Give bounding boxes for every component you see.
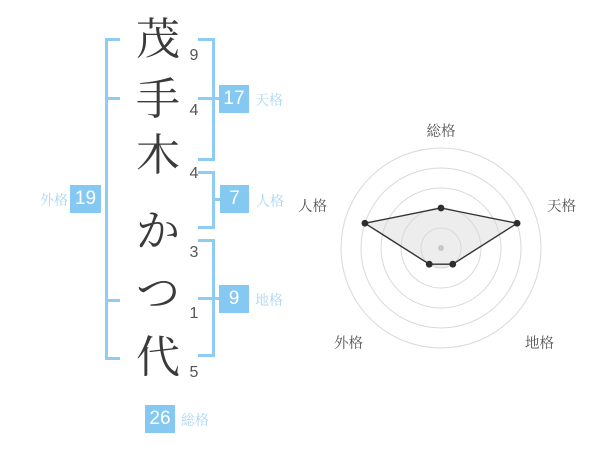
- bracket-tick: [105, 38, 120, 41]
- bracket-tick: [198, 38, 215, 41]
- jinkaku-value-badge: 7: [220, 185, 249, 213]
- gaikaku-value-badge: 19: [70, 185, 101, 213]
- tenkaku-value-badge: 17: [219, 85, 249, 113]
- radar-data-point: [449, 261, 456, 268]
- bracket-tick: [198, 171, 215, 174]
- radar-axis-label: 人格: [298, 199, 327, 215]
- radar-center-dot: [438, 245, 444, 251]
- tenkaku-label: 天格: [255, 92, 283, 108]
- bracket-tick: [105, 299, 120, 302]
- bracket-tick: [198, 239, 215, 242]
- stroke-count-3: 4: [189, 165, 199, 182]
- stroke-count-6: 5: [189, 364, 199, 381]
- stroke-count-2: 4: [189, 102, 199, 119]
- soukaku-value-badge: 26: [145, 405, 175, 433]
- name-char-5: つ: [136, 269, 180, 318]
- bracket-tick: [198, 354, 215, 357]
- kaku-radar-chart: [290, 115, 590, 365]
- name-char-4: か: [136, 207, 180, 256]
- bracket-tick: [105, 357, 120, 360]
- name-char-2: 手: [136, 75, 180, 124]
- name-char-6: 代: [136, 333, 180, 382]
- bracket-tick: [198, 226, 215, 229]
- stroke-count-1: 9: [189, 47, 199, 64]
- jinkaku-label: 人格: [256, 193, 284, 209]
- bracket-tick: [198, 158, 215, 161]
- radar-data-point: [514, 220, 521, 227]
- radar-axis-label: 総格: [426, 124, 456, 140]
- radar-axis-label: 天格: [547, 199, 576, 215]
- soukaku-label: 総格: [181, 412, 209, 428]
- gaikaku-label: 外格: [40, 192, 68, 208]
- radar-data-point: [362, 220, 369, 227]
- bracket-line: [105, 38, 108, 360]
- radar-polygon-fill: [365, 208, 517, 264]
- bracket-tick: [198, 97, 220, 100]
- name-char-1: 茂: [136, 15, 180, 64]
- chikaku-value-badge: 9: [219, 285, 249, 313]
- bracket-tick: [198, 297, 220, 300]
- stroke-count-4: 3: [189, 244, 199, 261]
- radar-axis-label: 外格: [334, 336, 363, 352]
- radar-data-point: [438, 205, 445, 212]
- stroke-count-5: 1: [189, 305, 199, 322]
- bracket-tick: [105, 97, 120, 100]
- radar-axis-label: 地格: [525, 336, 554, 352]
- chikaku-label: 地格: [255, 292, 283, 308]
- name-char-3: 木: [136, 131, 180, 180]
- radar-data-point: [426, 261, 433, 268]
